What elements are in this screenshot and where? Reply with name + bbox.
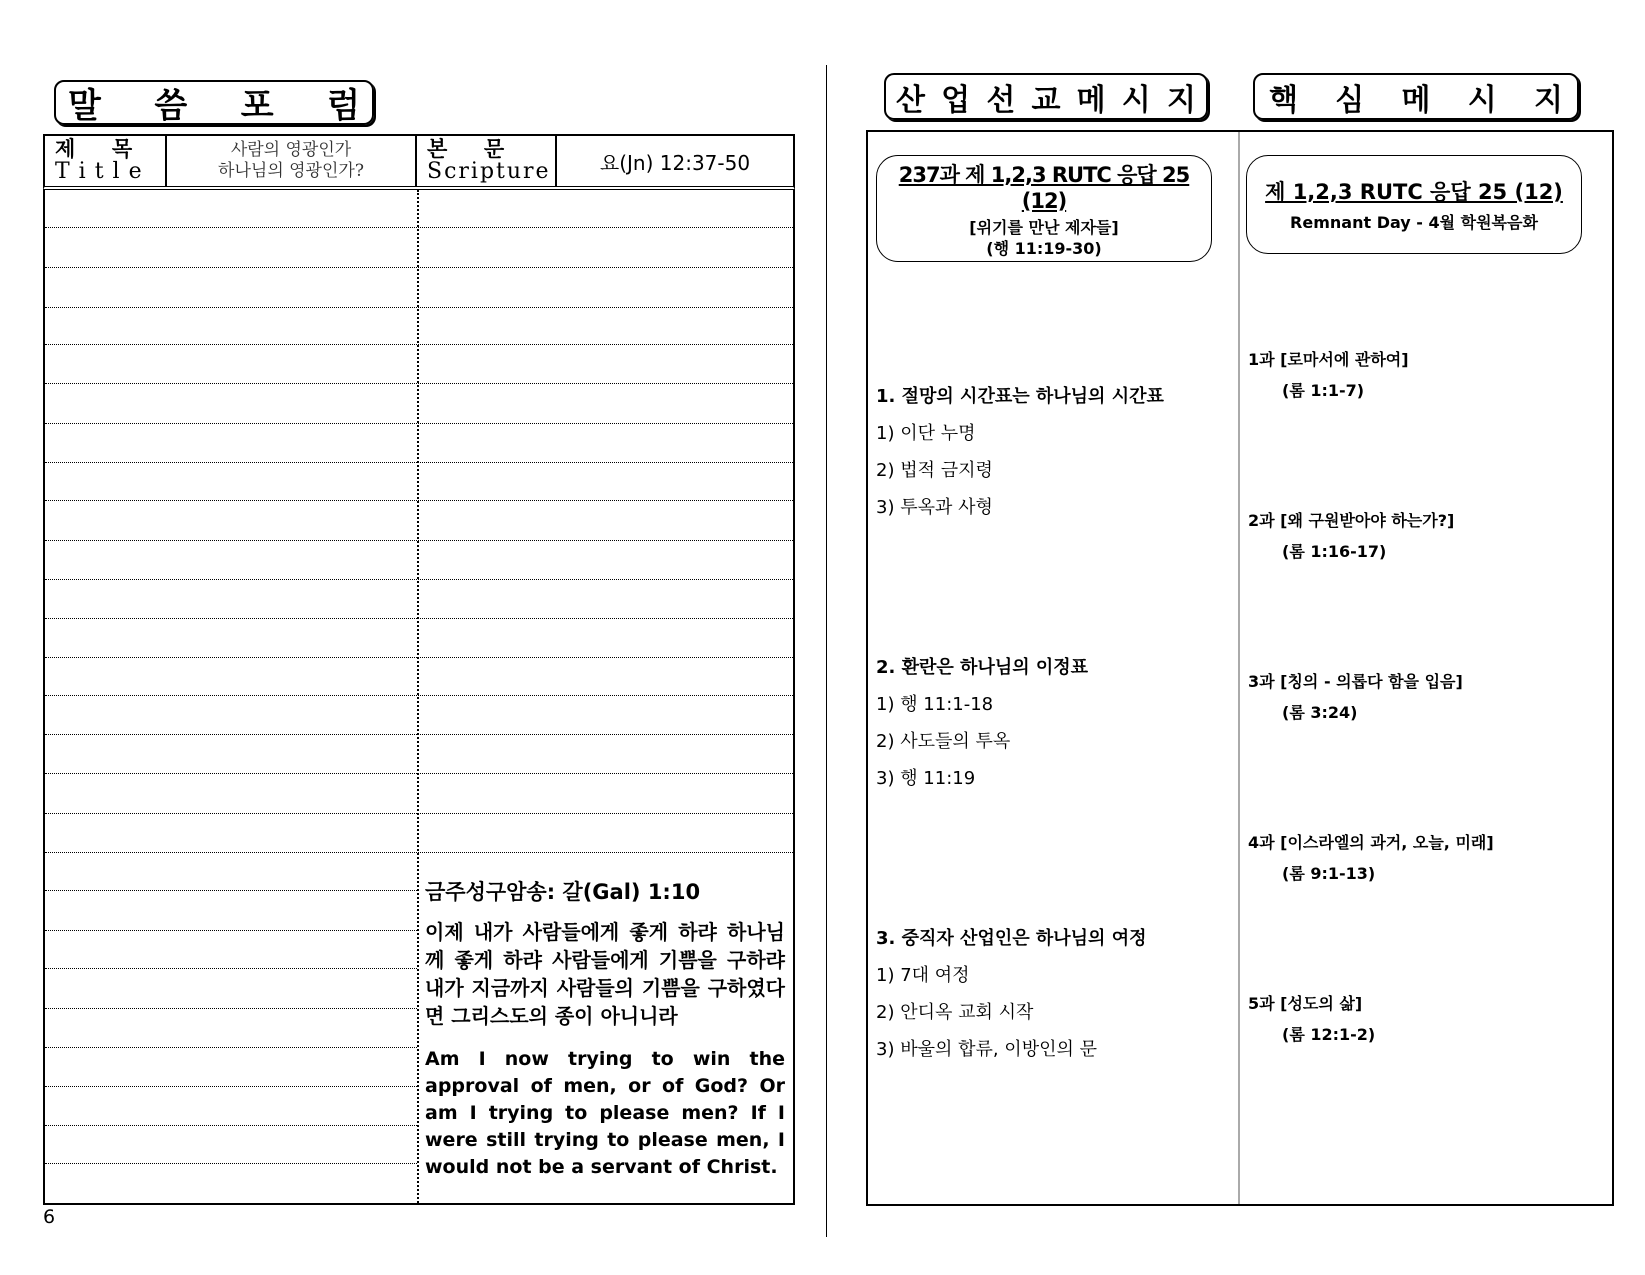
heading-char: 메 xyxy=(1076,82,1106,118)
notes-column-divider xyxy=(417,190,419,1203)
note-line[interactable] xyxy=(45,1125,417,1126)
heading-char: 메 xyxy=(1401,82,1431,118)
core-message-heading xyxy=(1253,73,1579,120)
note-line[interactable] xyxy=(45,1047,417,1048)
section-item: 3) 행 11:19 xyxy=(876,768,976,789)
page-divider xyxy=(826,65,827,1237)
lesson-title: 4과 [이스라엘의 과거, 오늘, 미래] xyxy=(1248,833,1494,852)
memory-verse-english: Am I now trying to win the approval of men, or of God? Or am I trying to please men? If I were still trying to please men, I would not be a servant of Christ. xyxy=(425,1048,785,1178)
note-line[interactable] xyxy=(45,852,793,853)
section-item: 3) 바울의 합류, 이방인의 문 xyxy=(876,1039,1097,1060)
section-item: 2) 사도들의 투옥 xyxy=(876,731,1011,752)
lesson-1 xyxy=(1248,347,1588,401)
section-heading: 1. 절망의 시간표는 하나님의 시간표 xyxy=(876,386,1164,407)
lesson-reference: (롬 9:1-13) xyxy=(1282,864,1376,883)
memory-verse-title: 금주성구암송: 갈(Gal) 1:10 xyxy=(425,880,701,904)
section-heading: 2. 환란은 하나님의 이정표 xyxy=(876,657,1089,678)
note-line[interactable] xyxy=(45,773,793,774)
industrial-mission-heading xyxy=(884,73,1208,120)
lesson-3 xyxy=(1248,669,1588,723)
section-item: 1) 행 11:1-18 xyxy=(876,694,994,715)
lesson-reference: (롬 3:24) xyxy=(1282,703,1358,722)
scripture-value-cell xyxy=(557,136,793,186)
note-line[interactable] xyxy=(45,734,793,735)
message-column-divider xyxy=(1238,132,1240,1204)
heading-char: 시 xyxy=(1467,82,1497,118)
scripture-value: 요(Jn) 12:37-50 xyxy=(599,150,751,175)
note-line[interactable] xyxy=(45,890,417,891)
lesson-title: 2과 [왜 구원받아야 하는가?] xyxy=(1248,511,1455,530)
core-message-card xyxy=(1246,155,1582,254)
title-value-line1: 사람의 영광인가 xyxy=(230,140,352,160)
lesson-title: 1과 [로마서에 관하여] xyxy=(1248,350,1409,369)
note-line[interactable] xyxy=(45,267,793,268)
section-2 xyxy=(876,653,1236,790)
note-line[interactable] xyxy=(45,968,417,969)
title-label-ko: 제 목 xyxy=(55,136,133,161)
heading-char: 심 xyxy=(1335,82,1365,118)
core-message-title: 제 1,2,3 RUTC 응답 25 (12) xyxy=(1265,180,1563,204)
title-label-cell xyxy=(45,136,167,186)
heading-char: 지 xyxy=(1166,82,1196,118)
section-heading: 3. 중직자 산업인은 하나님의 여정 xyxy=(876,928,1147,949)
lesson-title: 3과 [칭의 - 의롭다 함을 입음] xyxy=(1248,672,1463,691)
heading-char: 산 xyxy=(896,82,925,118)
heading-char: 업 xyxy=(941,82,971,118)
note-line[interactable] xyxy=(45,307,793,308)
note-line[interactable] xyxy=(45,540,793,541)
heading-char: 포 xyxy=(240,86,274,126)
note-line[interactable] xyxy=(45,500,793,501)
heading-char: 선 xyxy=(986,82,1016,118)
industrial-message-reference: (행 11:19-30) xyxy=(986,238,1102,258)
section-item: 1) 7대 여정 xyxy=(876,965,970,986)
title-value-line2: 하나님의 영광인가? xyxy=(218,161,364,181)
note-line[interactable] xyxy=(45,1086,417,1087)
heading-char: 시 xyxy=(1121,82,1151,118)
scripture-label-ko: 본 문 xyxy=(427,136,505,161)
heading-char: 럼 xyxy=(327,86,360,126)
title-label-en: Title xyxy=(55,159,151,184)
page-number: 6 xyxy=(43,1206,56,1228)
title-value-cell xyxy=(167,136,417,186)
heading-char: 핵 xyxy=(1269,82,1298,118)
note-line[interactable] xyxy=(45,462,793,463)
heading-char: 씀 xyxy=(154,86,188,126)
note-line[interactable] xyxy=(45,695,793,696)
section-item: 1) 이단 누명 xyxy=(876,423,976,444)
lesson-2 xyxy=(1248,508,1588,562)
memory-verse-korean: 이제 내가 사람들에게 좋게 하랴 하나님께 좋게 하랴 사람들에게 기쁨을 구하랴 내가 지금까지 사람들의 기쁨을 구하였다면 그리스도의 종이 아니니라 xyxy=(425,920,785,1028)
note-line[interactable] xyxy=(45,423,793,424)
section-item: 2) 법적 금지령 xyxy=(876,460,993,481)
scripture-label-cell xyxy=(417,136,557,186)
note-line[interactable] xyxy=(45,813,793,814)
heading-char: 말 xyxy=(68,86,101,126)
core-message-subtitle: Remnant Day - 4월 학원복음화 xyxy=(1290,213,1538,232)
note-line[interactable] xyxy=(45,618,793,619)
note-line[interactable] xyxy=(45,579,793,580)
heading-char: 지 xyxy=(1534,82,1563,118)
lesson-5 xyxy=(1248,991,1588,1045)
lesson-title: 5과 [성도의 삶] xyxy=(1248,994,1363,1013)
lesson-reference: (롬 12:1-2) xyxy=(1282,1025,1376,1044)
memory-verse xyxy=(425,876,785,1181)
lesson-reference: (롬 1:16-17) xyxy=(1282,542,1387,561)
section-3 xyxy=(876,924,1236,1061)
sermon-header-table xyxy=(43,134,795,190)
note-line[interactable] xyxy=(45,227,793,228)
industrial-message-subtitle: [위기를 만난 제자들] xyxy=(969,217,1119,237)
scripture-label-en: Scripture xyxy=(427,159,551,184)
heading-char: 교 xyxy=(1031,82,1061,118)
note-line[interactable] xyxy=(45,930,417,931)
note-line[interactable] xyxy=(45,344,793,345)
industrial-message-card xyxy=(876,155,1212,262)
note-line[interactable] xyxy=(45,1163,417,1164)
word-forum-heading xyxy=(54,80,374,125)
lesson-4 xyxy=(1248,830,1588,884)
industrial-message-title: 237과 제 1,2,3 RUTC 응답 25 (12) xyxy=(898,162,1190,213)
note-line[interactable] xyxy=(45,1008,417,1009)
section-item: 2) 안디옥 교회 시작 xyxy=(876,1002,1034,1023)
note-line[interactable] xyxy=(45,657,793,658)
lesson-reference: (롬 1:1-7) xyxy=(1282,381,1365,400)
section-1 xyxy=(876,382,1236,519)
note-line[interactable] xyxy=(45,383,793,384)
section-item: 3) 투옥과 사형 xyxy=(876,497,993,518)
